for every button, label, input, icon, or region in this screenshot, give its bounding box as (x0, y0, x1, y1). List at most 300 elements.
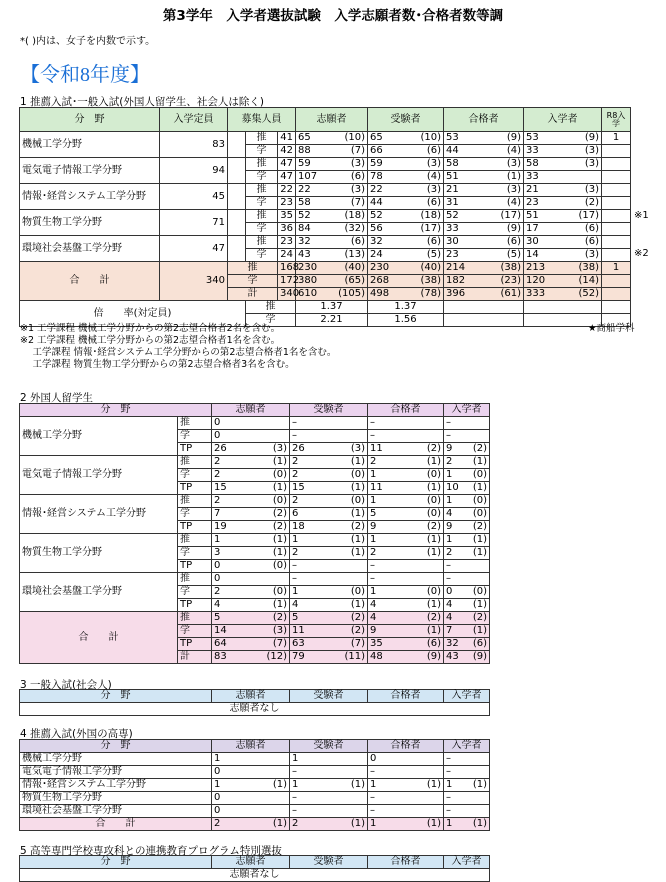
female-count: (0) (350, 469, 365, 480)
applicants-cell (212, 573, 290, 586)
exam-type: TP (178, 560, 212, 573)
applicants-cell (212, 547, 290, 560)
female-count: (1) (472, 599, 487, 610)
value: 52 (298, 210, 311, 221)
examinees-cell (290, 625, 368, 638)
examinees-cell (290, 521, 368, 534)
header-boshu: 募集人員 (228, 108, 296, 132)
applicants-cell (212, 443, 290, 456)
ratio-examinees: 1.37 (368, 301, 444, 314)
header-examinees: 受験者 (290, 690, 368, 703)
examinees-cell (290, 547, 368, 560)
value: 4 (446, 599, 453, 610)
quota-value: 340 (160, 262, 228, 301)
header-r8: R8入学 (602, 108, 631, 132)
examinees-cell (290, 443, 368, 456)
value: 58 (526, 158, 539, 169)
examinees-cell (290, 805, 368, 818)
value: 333 (526, 288, 546, 299)
female-count: (32) (344, 223, 365, 234)
table-row (20, 818, 490, 831)
value: 1 (370, 586, 377, 597)
quota-value: 94 (160, 158, 228, 184)
female-count: (0) (426, 469, 441, 480)
female-count: (11) (344, 651, 365, 662)
value: – (446, 805, 451, 816)
value: 396 (446, 288, 466, 299)
boshu-value: 22 (278, 184, 296, 197)
r8-value (602, 184, 631, 197)
female-count: (9) (426, 651, 441, 662)
table-section-4 (19, 739, 490, 831)
female-count: (1) (426, 818, 441, 829)
enrolled-cell (524, 275, 602, 288)
enrolled-cell (444, 753, 490, 766)
applicants-cell (296, 184, 368, 197)
boshu-value: 340 (278, 288, 296, 301)
value: 610 (298, 288, 318, 299)
header-applicants: 志願者 (212, 404, 290, 417)
exam-type: 学 (178, 508, 212, 521)
exam-type: 推 (178, 495, 212, 508)
passed-cell (444, 288, 524, 301)
female-count: (2) (426, 521, 441, 532)
dept-name: 合 計 (20, 262, 160, 301)
value: 59 (370, 158, 383, 169)
value: 11 (292, 625, 305, 636)
value: 1 (446, 495, 453, 506)
female-count: (6) (426, 236, 441, 247)
applicants-cell (212, 560, 290, 573)
female-count: (0) (472, 469, 487, 480)
value: 2 (292, 469, 299, 480)
female-count: (1) (472, 482, 487, 493)
value: – (446, 417, 451, 428)
female-count: (10) (344, 132, 365, 143)
female-count: (6) (350, 236, 365, 247)
footnote-mark: ※2 (634, 248, 649, 259)
value: 7 (446, 625, 453, 636)
exam-type: 推 (178, 534, 212, 547)
value: 0 (214, 560, 221, 571)
female-count: (1) (350, 547, 365, 558)
examinees-cell (368, 197, 444, 210)
value: 0 (370, 753, 377, 764)
value: 24 (370, 249, 383, 260)
value: – (292, 560, 297, 571)
exam-type: 推 (178, 417, 212, 430)
exam-type: 学 (246, 171, 278, 184)
female-count: (6) (426, 197, 441, 208)
female-count: (4) (506, 197, 521, 208)
no-applicants: 志願者なし (20, 703, 490, 716)
page-title: 第3学年 入学者選抜試験 入学志願者数･合格者数等調 (162, 8, 504, 24)
value: 22 (298, 184, 311, 195)
enrolled-cell (524, 158, 602, 171)
female-count: (3) (584, 158, 599, 169)
header-field: 分 野 (20, 404, 212, 417)
passed-cell (368, 573, 444, 586)
dept-name: 機械工学分野 (20, 753, 212, 766)
table-row (20, 779, 490, 792)
examinees-cell (290, 417, 368, 430)
value: 0 (214, 805, 221, 816)
value: 83 (214, 651, 227, 662)
applicants-cell (212, 482, 290, 495)
value: 23 (446, 249, 459, 260)
value: 32 (446, 638, 459, 649)
examinees-cell (368, 184, 444, 197)
female-count: (1) (426, 534, 441, 545)
section-2-heading: 2 外国人留学生 (20, 392, 94, 404)
header-enrolled: 入学者 (524, 108, 602, 132)
header-quota: 入学定員 (160, 108, 228, 132)
table-section-1 (19, 107, 631, 327)
female-count: (38) (578, 262, 599, 273)
value: 59 (298, 158, 311, 169)
exam-type: 学 (246, 145, 278, 158)
table-row (20, 766, 490, 779)
dept-name: 機械工学分野 (20, 132, 160, 158)
applicants-cell (296, 171, 368, 184)
footnote-mark: ※1 (634, 210, 649, 221)
value: 30 (526, 236, 539, 247)
value: 15 (214, 482, 227, 493)
enrolled-cell (444, 625, 490, 638)
enrolled-cell (524, 197, 602, 210)
value: 19 (214, 521, 227, 532)
enrolled-cell (444, 560, 490, 573)
value: 9 (370, 625, 377, 636)
female-count: (1) (350, 599, 365, 610)
applicants-cell (212, 495, 290, 508)
examinees-cell (290, 482, 368, 495)
female-count: (40) (420, 262, 441, 273)
value: 63 (292, 638, 305, 649)
female-count: (9) (584, 132, 599, 143)
value: 1 (446, 534, 453, 545)
enrolled-cell (524, 236, 602, 249)
exam-type: 学 (228, 275, 278, 288)
passed-cell (368, 612, 444, 625)
value: 5 (292, 612, 299, 623)
female-count: (1) (472, 456, 487, 467)
female-count: (1) (472, 534, 487, 545)
exam-type: 学 (246, 223, 278, 236)
female-count: (3) (584, 184, 599, 195)
enrolled-cell (444, 495, 490, 508)
female-count: (0) (426, 508, 441, 519)
applicants-cell (212, 625, 290, 638)
female-count: (4) (426, 171, 441, 182)
boshu-value: 47 (278, 171, 296, 184)
exam-type: 学 (178, 547, 212, 560)
value: 14 (526, 249, 539, 260)
female-count: (3) (350, 443, 365, 454)
quota-value: 47 (160, 236, 228, 262)
passed-cell (368, 599, 444, 612)
r8-value (602, 249, 631, 262)
female-count: (1) (472, 625, 487, 636)
boshu-value: 24 (278, 249, 296, 262)
female-count: (1) (272, 456, 287, 467)
exam-type: 学 (178, 430, 212, 443)
value: 51 (446, 171, 459, 182)
female-count: (0) (272, 495, 287, 506)
section-1-footnotes (20, 323, 336, 371)
spacer (228, 158, 246, 184)
applicants-cell (212, 417, 290, 430)
female-count: (9) (506, 223, 521, 234)
value: 21 (526, 184, 539, 195)
dept-name: 物質生物工学分野 (20, 534, 178, 573)
female-count: (12) (266, 651, 287, 662)
enrolled-cell (444, 456, 490, 469)
table-section-5 (19, 855, 490, 882)
value: 33 (446, 223, 459, 234)
enrolled-cell (444, 638, 490, 651)
value: – (292, 417, 297, 428)
passed-cell (368, 482, 444, 495)
spacer (228, 236, 246, 262)
examinees-cell (290, 753, 368, 766)
enrolled-cell (444, 792, 490, 805)
quota-value: 83 (160, 132, 228, 158)
value: 182 (446, 275, 466, 286)
exam-type: 推 (246, 301, 296, 314)
value: 26 (292, 443, 305, 454)
examinees-cell (290, 779, 368, 792)
female-count: (4) (506, 145, 521, 156)
value: 58 (298, 197, 311, 208)
female-count: (1) (426, 456, 441, 467)
passed-cell (444, 210, 524, 223)
boshu-value: 168 (278, 262, 296, 275)
female-count: (3) (272, 625, 287, 636)
enrolled-cell (444, 805, 490, 818)
r8-value (602, 158, 631, 171)
value: 64 (214, 638, 227, 649)
value: 10 (446, 482, 459, 493)
exam-type: 推 (246, 184, 278, 197)
applicants-cell (296, 262, 368, 275)
female-count: (3) (426, 184, 441, 195)
value: 1 (370, 534, 377, 545)
exam-type: 学 (178, 625, 212, 638)
exam-type: 推 (228, 262, 278, 275)
header-applicants: 志願者 (296, 108, 368, 132)
enrolled-cell (444, 508, 490, 521)
examinees-cell (290, 766, 368, 779)
female-count: (0) (350, 586, 365, 597)
female-count: (18) (344, 210, 365, 221)
table-row (20, 573, 490, 586)
applicants-cell (212, 766, 290, 779)
female-count: (52) (578, 288, 599, 299)
value: 17 (526, 223, 539, 234)
female-count: (1) (350, 779, 365, 790)
exam-type: 推 (178, 612, 212, 625)
r8-value (602, 223, 631, 236)
value: 1 (292, 779, 299, 790)
female-count: (2) (584, 197, 599, 208)
value: – (370, 560, 375, 571)
ratio-row (20, 301, 631, 314)
value: 1 (446, 818, 453, 829)
spacer (228, 210, 246, 236)
ratio-examinees: 1.56 (368, 314, 444, 327)
value: 65 (370, 132, 383, 143)
value: 22 (370, 184, 383, 195)
female-count: (40) (344, 262, 365, 273)
applicants-cell (212, 792, 290, 805)
value: 0 (214, 417, 221, 428)
value: 66 (370, 145, 383, 156)
passed-cell (368, 586, 444, 599)
passed-cell (444, 197, 524, 210)
passed-cell (444, 275, 524, 288)
value: – (370, 792, 375, 803)
passed-cell (444, 236, 524, 249)
female-count: (0) (272, 469, 287, 480)
examinees-cell (368, 132, 444, 145)
value: – (370, 805, 375, 816)
value: 2 (292, 456, 299, 467)
examinees-cell (290, 638, 368, 651)
section-3-heading: 3 一般入試(社会人) (20, 679, 112, 691)
star-note: ★商船学科 (588, 323, 635, 334)
examinees-cell (368, 236, 444, 249)
value: 2 (214, 469, 221, 480)
female-count: (13) (344, 249, 365, 260)
value: 2 (214, 818, 221, 829)
empty (602, 301, 631, 314)
value: – (292, 792, 297, 803)
passed-cell (368, 792, 444, 805)
value: 15 (292, 482, 305, 493)
female-count: (1) (426, 482, 441, 493)
table-row (20, 792, 490, 805)
female-count: (0) (426, 586, 441, 597)
female-count: (0) (350, 495, 365, 506)
passed-cell (368, 779, 444, 792)
applicants-cell (296, 132, 368, 145)
header-applicants: 志願者 (212, 856, 290, 869)
female-count: (7) (350, 145, 365, 156)
value: 7 (214, 508, 221, 519)
value: 2 (214, 495, 221, 506)
footnote: 工学課程 情報･経営システム工学分野からの第2志望合格者1名を含む。 (20, 347, 337, 358)
exam-type: 推 (178, 456, 212, 469)
value: 1 (214, 534, 221, 545)
value: 1 (370, 818, 377, 829)
exam-type: 計 (228, 288, 278, 301)
table-section-2 (19, 403, 490, 664)
value: – (446, 573, 451, 584)
value: – (446, 753, 451, 764)
examinees-cell (290, 818, 368, 831)
examinees-cell (368, 249, 444, 262)
passed-cell (368, 651, 444, 664)
header-examinees: 受験者 (290, 856, 368, 869)
value: 2 (446, 456, 453, 467)
examinees-cell (290, 612, 368, 625)
enrolled-cell (444, 766, 490, 779)
applicants-cell (212, 586, 290, 599)
note-text: *( )内は、女子を内数で示す。 (20, 36, 156, 47)
value: 2 (214, 456, 221, 467)
enrolled-cell (524, 132, 602, 145)
value: 1 (370, 779, 377, 790)
header-field: 分 野 (20, 856, 212, 869)
value: 2 (370, 547, 377, 558)
value: 52 (370, 210, 383, 221)
examinees-cell (290, 534, 368, 547)
value: 6 (292, 508, 299, 519)
r8-value (602, 236, 631, 249)
table-row (20, 753, 490, 766)
female-count: (3) (350, 158, 365, 169)
value: 11 (370, 482, 383, 493)
enrolled-cell (444, 573, 490, 586)
section-5-heading: 5 高等専門学校専攻科との連携教育プログラム特別選抜 (20, 845, 282, 857)
examinees-cell (290, 560, 368, 573)
header-examinees: 受験者 (290, 404, 368, 417)
applicants-cell (212, 534, 290, 547)
enrolled-cell (444, 430, 490, 443)
value: 0 (214, 430, 221, 441)
value: 31 (446, 197, 459, 208)
female-count: (17) (578, 210, 599, 221)
value: 65 (298, 132, 311, 143)
exam-type: TP (178, 521, 212, 534)
table-row (20, 184, 631, 197)
table-row (20, 612, 490, 625)
female-count: (3) (426, 158, 441, 169)
value: 79 (292, 651, 305, 662)
female-count: (1) (350, 818, 365, 829)
value: 3 (214, 547, 221, 558)
female-count: (1) (426, 547, 441, 558)
female-count: (1) (472, 818, 487, 829)
value: 107 (298, 171, 318, 182)
exam-type: TP (178, 599, 212, 612)
header-passed: 合格者 (444, 108, 524, 132)
dept-name: 電気電子情報工学分野 (20, 766, 212, 779)
boshu-value: 23 (278, 197, 296, 210)
value: 2 (214, 586, 221, 597)
passed-cell (368, 521, 444, 534)
value: – (370, 417, 375, 428)
passed-cell (444, 145, 524, 158)
value: 4 (214, 599, 221, 610)
enrolled-cell (444, 417, 490, 430)
examinees-cell (368, 223, 444, 236)
female-count: (10) (420, 132, 441, 143)
value: 4 (370, 599, 377, 610)
examinees-cell (290, 469, 368, 482)
value: 4 (292, 599, 299, 610)
value: 213 (526, 262, 546, 273)
female-count: (2) (272, 612, 287, 623)
female-count: (1) (472, 779, 487, 790)
value: 230 (370, 262, 390, 273)
female-count: (7) (350, 638, 365, 649)
boshu-value: 23 (278, 236, 296, 249)
examinees-cell (368, 275, 444, 288)
table-section-3 (19, 689, 490, 716)
female-count: (6) (506, 236, 521, 247)
